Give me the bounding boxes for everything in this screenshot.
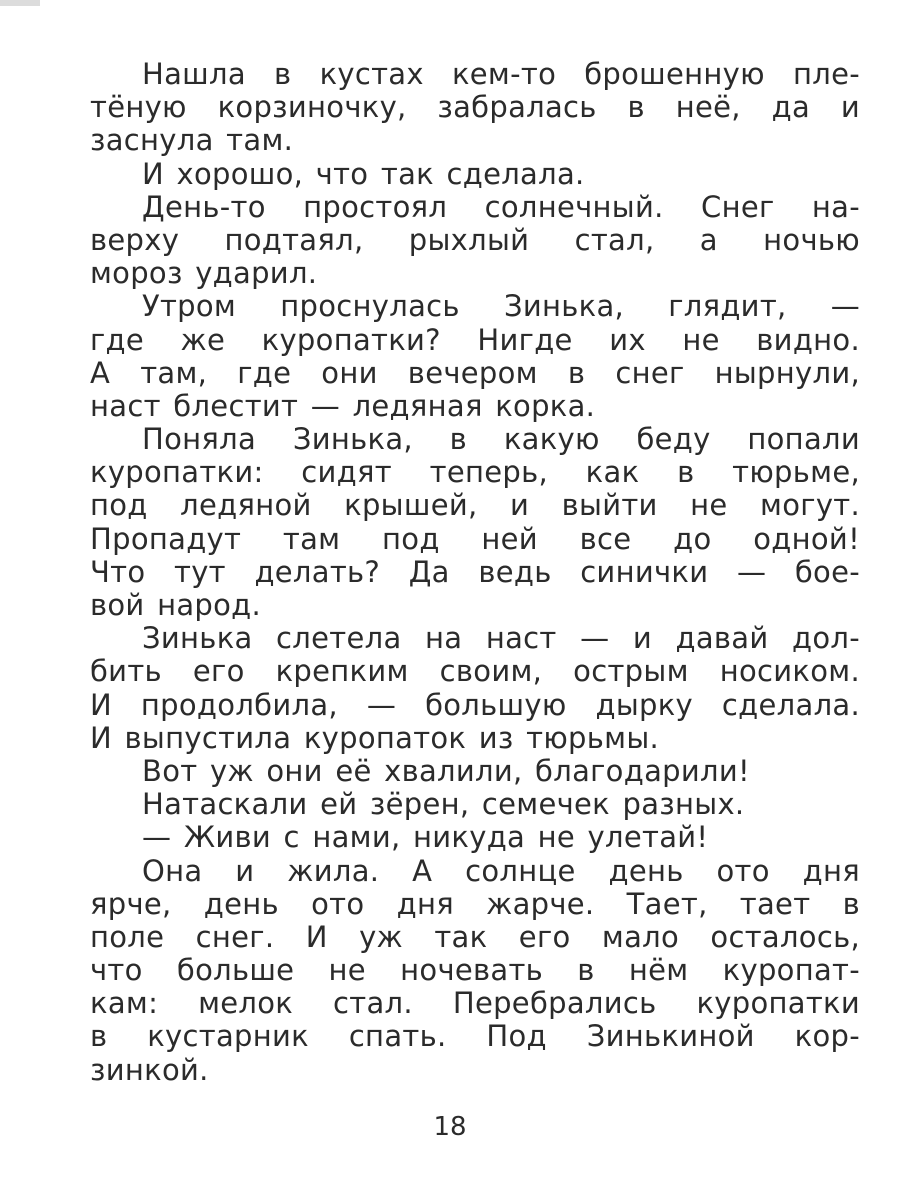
text-line: А там, где они вечером в снег нырнули, [90,355,860,390]
text-line: поле снег. И уж так его мало осталось, [90,919,860,954]
text-line: наст блестит — ледяная корка. [90,388,596,423]
text-line: Нашла в кустах кем-то брошенную пле- [142,57,860,91]
text-line: И хорошо, что так сделала. [142,156,585,191]
text-line: тёную корзиночку, забралась в неё, да и [90,90,860,125]
text-line: Зинька слетела на наст — и давай дол- [142,621,860,656]
text-line: И продолбила, — большую дырку сделала. [90,687,860,722]
text-line: что больше не ночевать в нём куропат- [90,953,860,988]
text-line: Что тут делать? Да ведь синички — бое- [90,554,860,589]
text-line: ярче, день ото дня жарче. Тает, тает в [90,886,860,921]
text-line: мороз ударил. [90,256,318,291]
story-text [90,58,860,1087]
text-line: зинкой. [90,1052,209,1087]
text-line: бить его крепким своим, острым носиком. [90,654,860,689]
text-line: под ледяной крышей, и выйти не могут. [90,488,860,523]
text-line: Пропадут там под ней все до одной! [90,521,860,556]
text-line: заснула там. [90,123,294,158]
text-line: в кустарник спать. Под Зинькиной кор- [90,1019,860,1054]
text-line: Она и жила. А солнце день ото дня [142,853,860,888]
page-number: 18 [433,1112,467,1142]
text-line: вой народ. [90,588,262,622]
text-line: — Живи с нами, никуда не улетай! [142,820,709,855]
text-line: где же куропатки? Нигде их не видно. [90,322,860,357]
text-line: И выпустила куропаток из тюрьмы. [90,720,660,755]
text-line: День-то простоял солнечный. Снег на- [142,189,860,224]
text-line: верху подтаял, рыхлый стал, а ночью [90,222,860,257]
text-line: Вот уж они её хвалили, благодарили! [142,753,750,788]
text-line: Утром проснулась Зинька, глядит, — [142,289,860,324]
text-line: куропатки: сидят теперь, как в тюрьме, [90,455,860,490]
text-line: кам: мелок стал. Перебрались куропатки [90,986,860,1021]
text-line: Натаскали ей зёрен, семечек разных. [142,787,745,822]
text-line: Поняла Зинька, в какую беду попали [142,422,860,457]
page-corner-shadow [0,0,40,6]
